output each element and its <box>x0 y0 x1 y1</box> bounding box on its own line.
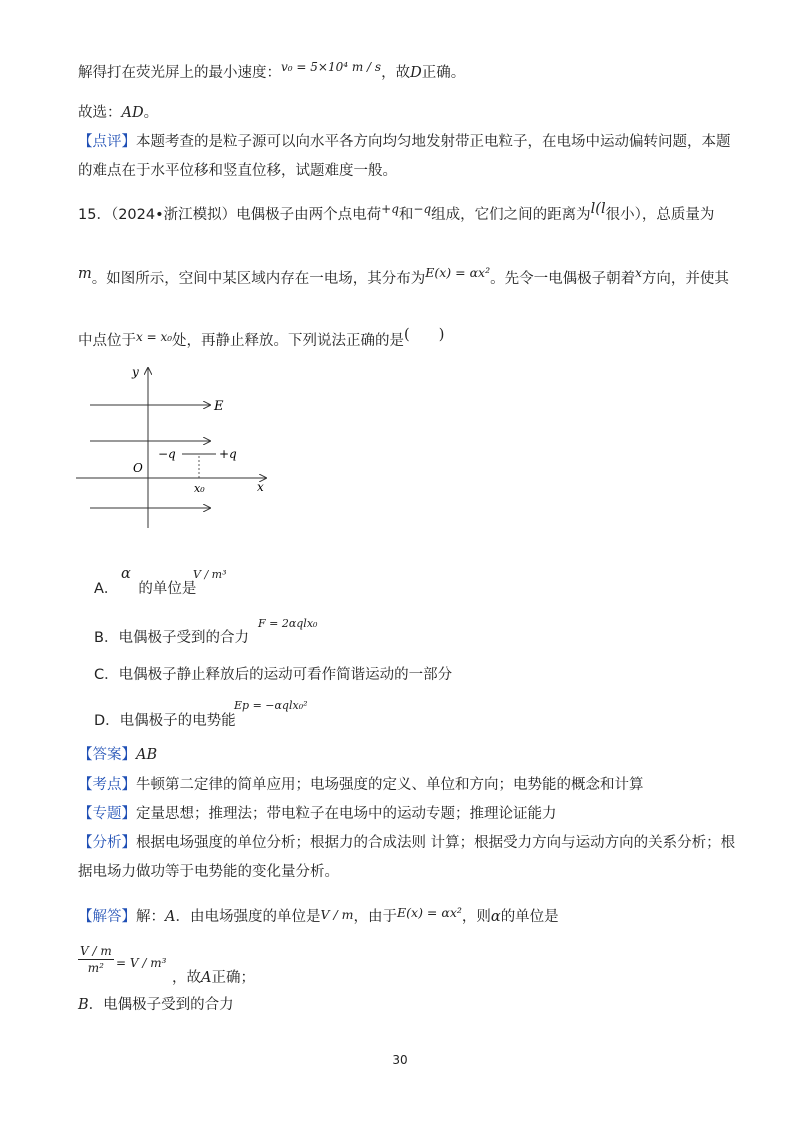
origin-label: O <box>133 461 143 475</box>
text: 。 <box>143 105 159 121</box>
unit: V / m³ <box>193 568 227 581</box>
var-A: A <box>165 909 176 925</box>
selected-answer-line <box>78 102 158 124</box>
comment-tag: 【点评】 <box>78 134 136 150</box>
text: ，则 <box>461 909 491 925</box>
text: ，由于 <box>353 909 398 925</box>
text: ．电偶极子受到的合力 <box>88 997 234 1013</box>
text: 解： <box>136 909 165 925</box>
fraction-rhs <box>116 955 166 971</box>
option-a-unit <box>193 566 226 582</box>
alpha: α <box>490 909 501 925</box>
text: 。如图所示，空间中某区域内存在一电场，其分布为 <box>91 271 426 287</box>
text: 15．（2024•浙江模拟）电偶极子由两个点电荷 <box>78 207 382 223</box>
position-x0: x = x₀ <box>136 330 173 344</box>
distance-l: l(l <box>590 201 606 217</box>
page-number: 30 <box>392 1053 408 1067</box>
question-line2 <box>78 265 729 290</box>
text: 组成，它们之间的距离为 <box>431 207 591 223</box>
text: 的难点在于水平位移和竖直位移，试题难度一般。 <box>78 163 397 179</box>
comment-line2 <box>78 160 397 182</box>
var-x: x <box>635 266 642 280</box>
fraction-denominator: m² <box>87 961 104 975</box>
jieda-line <box>78 906 559 928</box>
answer-blank: ( ) <box>404 327 445 343</box>
text: 的单位是 <box>138 581 197 597</box>
solution-line-b <box>78 994 234 1016</box>
zhuanti-tag: 【专题】 <box>78 806 136 822</box>
text: 很小），总质量为 <box>605 207 715 223</box>
option-label: B．电偶极子受到的合力 <box>94 630 249 646</box>
kaodian-tag: 【考点】 <box>78 777 136 793</box>
solution-line-velocity <box>78 62 465 84</box>
option-c <box>94 664 452 686</box>
comment-line1 <box>78 131 731 153</box>
formula: = V / m³ <box>116 956 167 970</box>
var-A: A <box>201 970 212 986</box>
option-d-formula <box>234 697 308 713</box>
text: 解得打在荧光屏上的最小速度： <box>78 65 281 81</box>
option-b-formula <box>258 615 317 631</box>
text: 根据电场强度的单位分析；根据力的合成法则 计算；根据受力方向与运动方向的关系分析；根 <box>136 835 736 851</box>
x-axis-label: x <box>257 480 264 494</box>
option-label: A． <box>94 581 119 597</box>
fenxi-line2 <box>78 861 339 883</box>
mass-m: m <box>78 266 92 282</box>
text: 。先令一电偶极子朝着 <box>490 271 636 287</box>
field-formula: E(x) = αx² <box>425 265 491 280</box>
answer-line <box>78 744 157 766</box>
text: 正确。 <box>421 65 466 81</box>
field-formula: E(x) = αx² <box>397 905 462 920</box>
text: 正确； <box>211 970 255 986</box>
formula-min-velocity: v₀ = 5×10⁴ m / s <box>281 60 382 74</box>
field-label-E: E <box>214 399 224 414</box>
var-D: D <box>410 65 422 81</box>
option-a <box>94 578 196 600</box>
unit: V / m <box>320 907 354 922</box>
alpha: α <box>121 566 131 582</box>
fraction-numerator: V / m <box>80 944 112 958</box>
fraction-conclusion <box>172 967 255 989</box>
unit-fraction <box>78 944 114 975</box>
zhuanti-line <box>78 803 557 825</box>
charge-positive: +q <box>381 202 399 216</box>
text: ．由电场强度的单位是 <box>175 909 321 925</box>
field-diagram <box>76 360 286 530</box>
question-line1 <box>78 201 715 226</box>
option-b <box>94 627 249 649</box>
var-B: B <box>78 997 89 1013</box>
answer-AD: AD <box>121 105 144 121</box>
text: 中点位于 <box>78 333 136 349</box>
question-line3 <box>78 327 445 352</box>
formula: F = 2αqlx₀ <box>258 617 318 630</box>
text: 据电场力做功等于电势能的变化量分析。 <box>78 864 339 880</box>
option-label: D．电偶极子的电势能 <box>94 713 236 729</box>
text: 牛顿第二定律的简单应用；电场强度的定义、单位和方向；电势能的概念和计算 <box>136 777 644 793</box>
fenxi-line1 <box>78 832 735 854</box>
charge-negative: −q <box>413 202 432 216</box>
text: 定量思想；推理法；带电粒子在电场中的运动专题；推理论证能力 <box>136 806 557 822</box>
text: ，故 <box>381 65 411 81</box>
kaodian-line <box>78 774 644 796</box>
charge-pos-label: +q <box>219 447 237 461</box>
text: 本题考查的是粒子源可以向水平各方向均匀地发射带正电粒子，在电场中运动偏转问题，本题 <box>136 134 731 150</box>
text: 故选： <box>78 105 122 121</box>
text: 的单位是 <box>500 909 559 925</box>
jieda-tag: 【解答】 <box>78 909 136 925</box>
text: 处，再静止释放。下列说法正确的是 <box>172 333 405 349</box>
option-label: C．电偶极子静止释放后的运动可看作简谐运动的一部分 <box>94 667 453 683</box>
charge-neg-label: −q <box>158 447 176 461</box>
y-axis-label: y <box>132 365 139 379</box>
text: ，故 <box>172 970 201 986</box>
text: 方向，并使其 <box>641 271 729 287</box>
text: 和 <box>398 207 414 223</box>
answer-tag: 【答案】 <box>78 747 136 763</box>
formula: Ep = −αqlx₀² <box>234 699 308 712</box>
fenxi-tag: 【分析】 <box>78 835 136 851</box>
option-d <box>94 710 236 732</box>
x0-label: x₀ <box>194 482 205 495</box>
answer-value: AB <box>136 747 158 763</box>
